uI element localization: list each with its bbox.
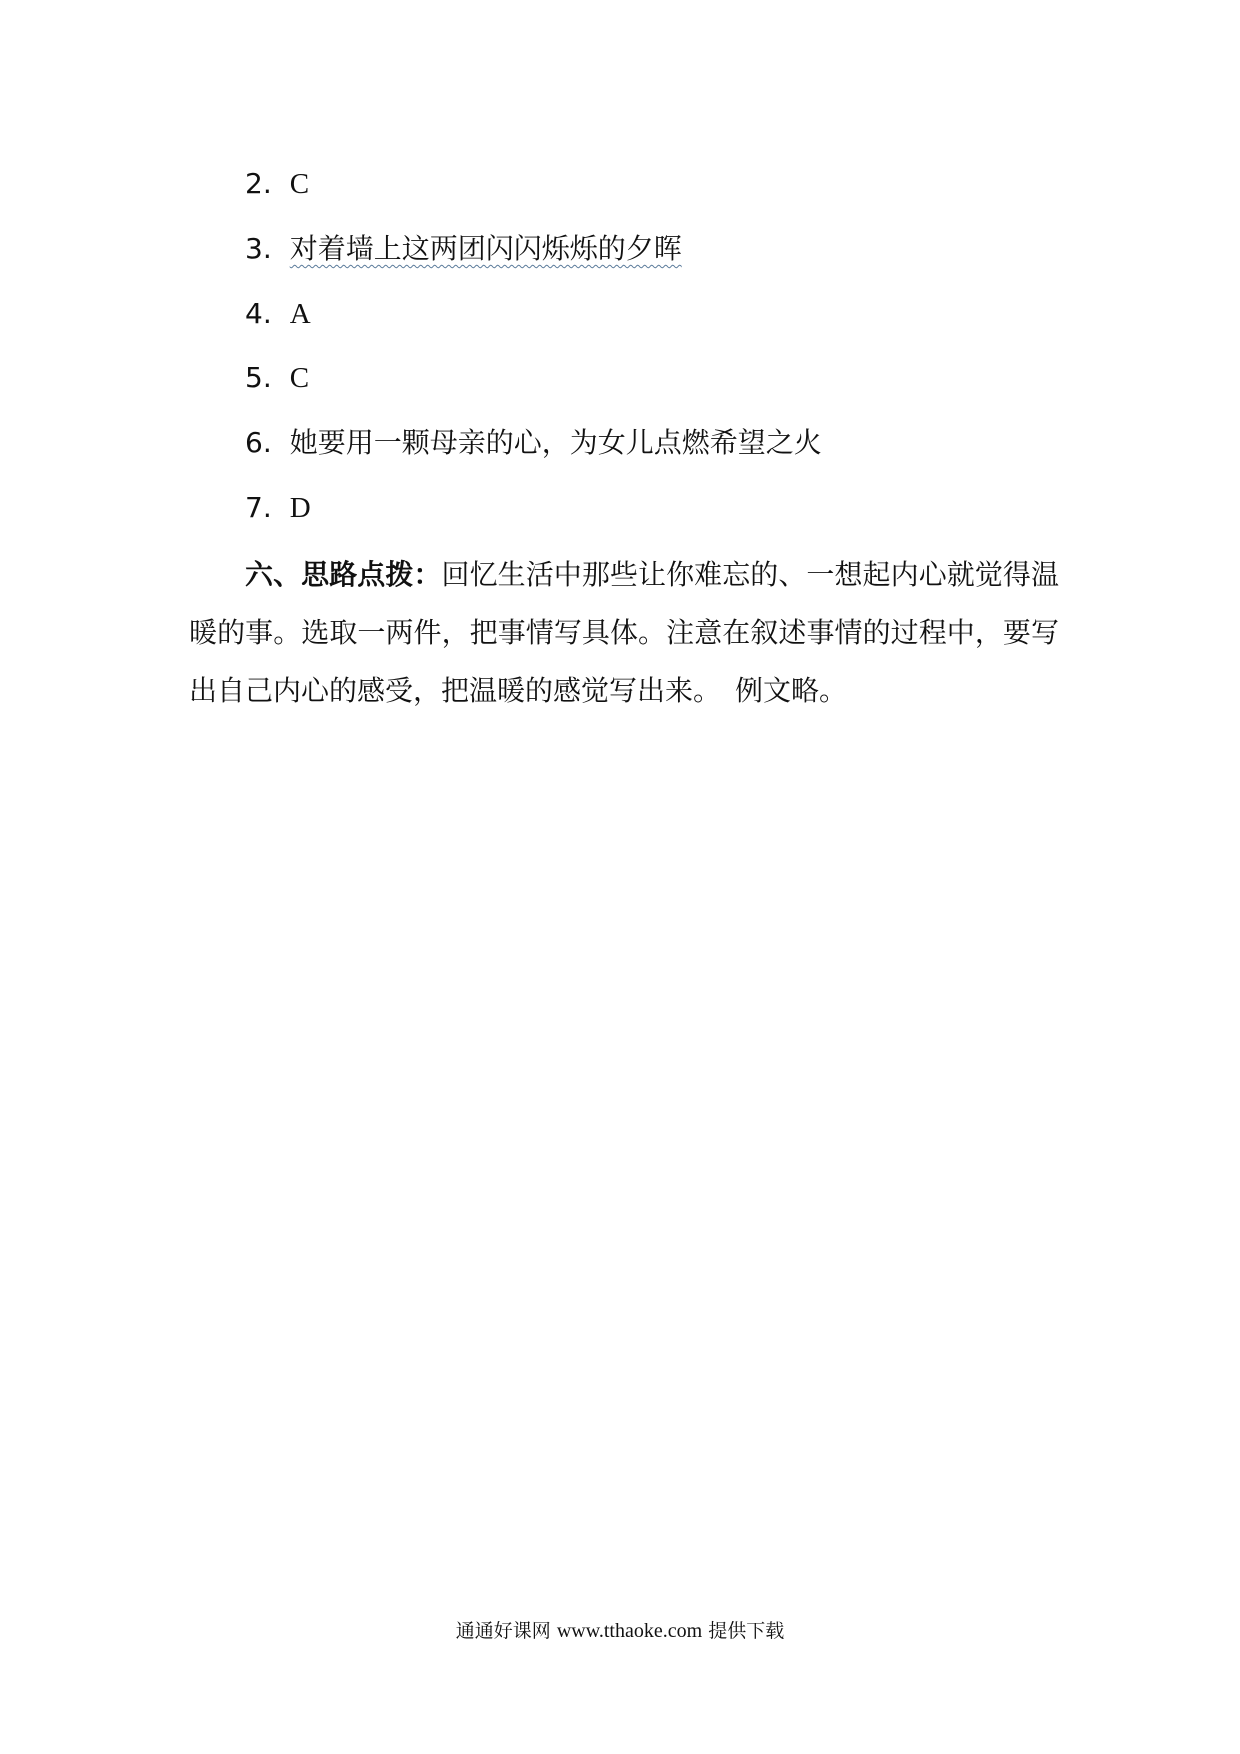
answer-item xyxy=(245,164,309,204)
answer-item xyxy=(245,229,682,269)
section-six-body: 回忆生活中那些让你难忘的、一想起内心就觉得温暖的事。选取一两件，把事情写具体。注意在叙述事情的过程中，要写出自己内心的感受，把温暖的感觉写出来。 例文略。 xyxy=(189,558,1059,707)
answer-text: D xyxy=(289,492,311,524)
footer-suffix: 提供下载 xyxy=(708,1620,785,1642)
answer-item xyxy=(245,423,822,463)
footer-url: www.tthaoke.com xyxy=(556,1620,703,1642)
answer-item xyxy=(245,488,311,528)
answer-number: 7. xyxy=(245,491,272,524)
answer-text: C xyxy=(289,362,310,394)
answer-text: 对着墙上这两团闪闪烁烁的夕晖 xyxy=(289,232,682,265)
answer-text: 她要用一颗母亲的心，为女儿点燃希望之火 xyxy=(289,426,822,459)
answer-item xyxy=(245,358,309,398)
answer-text: A xyxy=(289,298,311,330)
section-six-heading: 六、思路点拨： xyxy=(245,558,442,591)
answer-item xyxy=(245,294,311,334)
answer-number: 5. xyxy=(245,361,272,394)
answer-number: 6. xyxy=(245,426,272,459)
answer-number: 3. xyxy=(245,232,272,265)
answer-number: 2. xyxy=(245,167,272,200)
answer-text: C xyxy=(289,168,310,200)
footer-site-name: 通通好课网 xyxy=(455,1620,551,1642)
answer-number: 4. xyxy=(245,297,272,330)
section-six-paragraph xyxy=(189,546,1059,720)
page-footer xyxy=(0,1618,1240,1644)
